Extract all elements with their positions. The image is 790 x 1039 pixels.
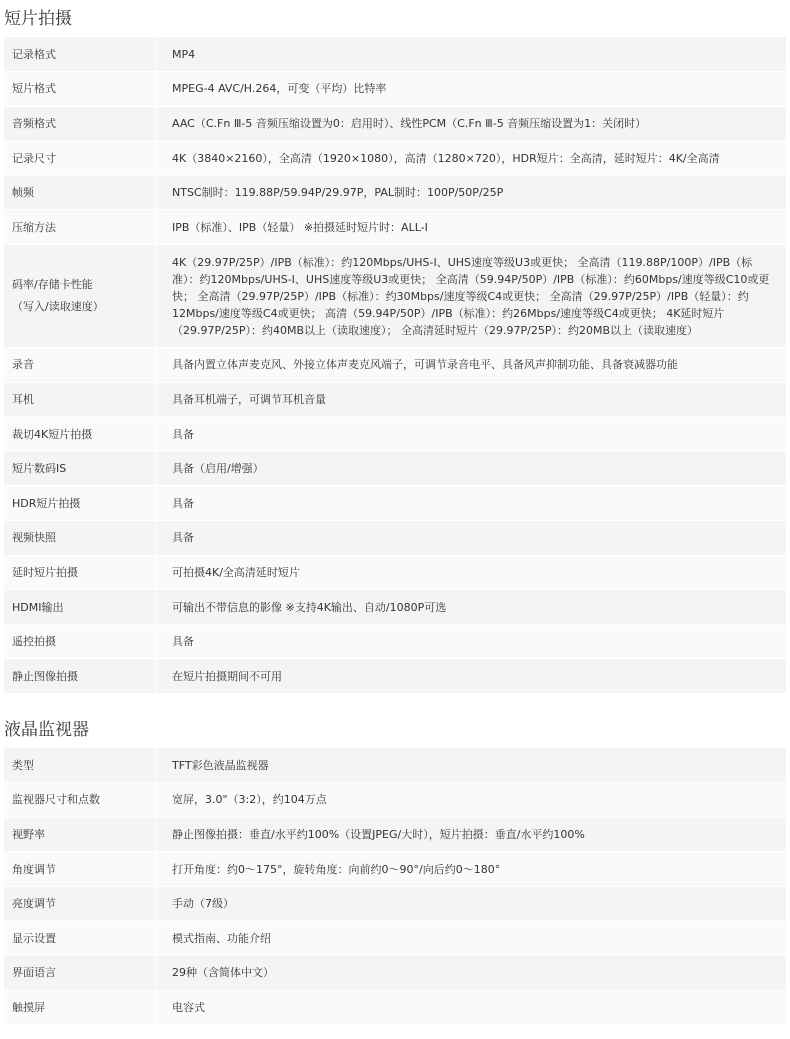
- spec-label: [4, 348, 157, 383]
- spec-value: 4K（29.97P/25P）/IPB（标准）：约120Mbps/UHS-I、UHS速度等级U3或更快； 全高清（119.88P/100P）/IPB（标准）：约120Mbps/UHS-I、UHS速度等级U3或更快； 全高清（59.94P/50P）/IPB（标准）：约60Mbps/速度等级C10或更快； 全高清（29.97P/25P）/IPB（标准）：约30Mbps/速度等级C4或更快； 全高清（29.97P/25P）/IPB（轻量）：约12Mbps/速度等级C4或更快； 高清（59.94P/50P）/IPB（标准）：约26Mbps/速度等级C4或更快； 4K延时短片（29.97P/25P）：约40MB以上（读取速度）； 全高清延时短片（29.97P/25P）：约20MB以上（读取速度）: [157, 245, 787, 348]
- spec-value: 可拍摄4K/全高清延时短片: [157, 555, 787, 590]
- spec-label-line: 音频格式: [12, 116, 56, 130]
- spec-label-line: 监视器尺寸和点数: [12, 793, 100, 807]
- spec-label-line: 记录尺寸: [12, 151, 56, 165]
- spec-value: 4K（3840×2160），全高清（1920×1080），高清（1280×720），HDR短片：全高清，延时短片：4K/全高清: [157, 141, 787, 176]
- spec-label: [4, 106, 157, 141]
- spec-label-line: 录音: [12, 358, 34, 372]
- spec-label-line: 短片数码IS: [12, 462, 67, 476]
- spec-row: [4, 783, 786, 818]
- spec-label-line: 压缩方法: [12, 220, 56, 234]
- spec-value: 具备: [157, 486, 787, 521]
- spec-row: [4, 37, 786, 72]
- spec-row: [4, 451, 786, 486]
- spec-value: 电容式: [157, 990, 787, 1025]
- spec-value: 29种（含简体中文）: [157, 956, 787, 991]
- spec-label: [4, 624, 157, 659]
- spec-table-movie: [4, 37, 786, 694]
- spec-label: [4, 451, 157, 486]
- spec-row: [4, 245, 786, 348]
- spec-label-line: 码率/存储卡性能: [12, 278, 93, 292]
- spec-label-line: 角度调节: [12, 862, 56, 876]
- spec-label-line: HDMI输出: [12, 600, 64, 614]
- spec-label-line: （写入/读取速度）: [12, 300, 104, 314]
- spec-label-line: 显示设置: [12, 931, 56, 945]
- spec-label: [4, 141, 157, 176]
- spec-label: [4, 417, 157, 452]
- spec-label-line: 触摸屏: [12, 1000, 45, 1014]
- spec-value: 可输出不带信息的影像 ※支持4K输出、自动/1080P可选: [157, 590, 787, 625]
- spec-label-line: 裁切4K短片拍摄: [12, 427, 93, 441]
- spec-row: [4, 555, 786, 590]
- spec-row: [4, 486, 786, 521]
- spec-label: [4, 555, 157, 590]
- spec-table-lcd: [4, 748, 786, 1025]
- spec-value: 宽屏，3.0"（3:2），约104万点: [157, 783, 787, 818]
- spec-row: [4, 106, 786, 141]
- spec-value: 模式指南、功能介绍: [157, 921, 787, 956]
- spec-value: 静止图像拍摄：垂直/水平约100%（设置JPEG/大时），短片拍摄：垂直/水平约100%: [157, 817, 787, 852]
- spec-label: [4, 921, 157, 956]
- spec-label-line: 类型: [12, 758, 34, 772]
- spec-row: [4, 852, 786, 887]
- spec-label: [4, 486, 157, 521]
- spec-label: [4, 175, 157, 210]
- spec-label: [4, 748, 157, 783]
- spec-label: [4, 817, 157, 852]
- spec-label-line: 记录格式: [12, 47, 56, 61]
- spec-row: [4, 521, 786, 556]
- spec-value: 具备: [157, 417, 787, 452]
- spec-label: [4, 37, 157, 72]
- spec-value: 打开角度：约0～175°，旋转角度：向前约0～90°/向后约0～180°: [157, 852, 787, 887]
- spec-row: [4, 886, 786, 921]
- spec-value: TFT彩色液晶监视器: [157, 748, 787, 783]
- spec-label: [4, 210, 157, 245]
- spec-value: 具备耳机端子，可调节耳机音量: [157, 382, 787, 417]
- spec-row: [4, 956, 786, 991]
- spec-label: [4, 659, 157, 694]
- spec-value: MP4: [157, 37, 787, 72]
- spec-value: AAC（C.Fn Ⅲ-5 音频压缩设置为0：启用时）、线性PCM（C.Fn Ⅲ-5 音频压缩设置为1：关闭时）: [157, 106, 787, 141]
- spec-label-line: 延时短片拍摄: [12, 565, 78, 579]
- spec-row: [4, 382, 786, 417]
- spec-row: [4, 748, 786, 783]
- spec-value: 具备: [157, 624, 787, 659]
- spec-label-line: 亮度调节: [12, 897, 56, 911]
- spec-value: 具备内置立体声麦克风、外接立体声麦克风端子，可调节录音电平、具备风声抑制功能、具备衰减器功能: [157, 348, 787, 383]
- section-title-movie: 短片拍摄: [4, 9, 72, 29]
- spec-label: [4, 852, 157, 887]
- spec-label-line: 视频快照: [12, 531, 56, 545]
- spec-label: [4, 990, 157, 1025]
- spec-value: IPB（标准）、IPB（轻量） ※拍摄延时短片时：ALL-I: [157, 210, 787, 245]
- spec-label: [4, 783, 157, 818]
- section-title-lcd: 液晶监视器: [4, 720, 89, 740]
- spec-value: 手动（7级）: [157, 886, 787, 921]
- spec-label-line: 静止图像拍摄: [12, 669, 78, 683]
- spec-row: [4, 348, 786, 383]
- spec-row: [4, 990, 786, 1025]
- spec-label: [4, 245, 157, 348]
- spec-row: [4, 921, 786, 956]
- spec-value: 具备: [157, 521, 787, 556]
- spec-label: [4, 521, 157, 556]
- spec-value: 在短片拍摄期间不可用: [157, 659, 787, 694]
- spec-label-line: 视野率: [12, 827, 45, 841]
- spec-row: [4, 817, 786, 852]
- spec-label: [4, 956, 157, 991]
- spec-row: [4, 210, 786, 245]
- spec-value: 具备（启用/增强）: [157, 451, 787, 486]
- spec-label: [4, 72, 157, 107]
- spec-label-line: HDR短片拍摄: [12, 496, 81, 510]
- spec-label-line: 耳机: [12, 392, 34, 406]
- spec-label-line: 遥控拍摄: [12, 635, 56, 649]
- spec-row: [4, 175, 786, 210]
- spec-row: [4, 624, 786, 659]
- spec-label: [4, 382, 157, 417]
- spec-row: [4, 590, 786, 625]
- spec-label-line: 界面语言: [12, 966, 56, 980]
- spec-row: [4, 659, 786, 694]
- spec-label-line: 帧频: [12, 186, 34, 200]
- spec-label: [4, 590, 157, 625]
- spec-label-line: 短片格式: [12, 82, 56, 96]
- spec-row: [4, 72, 786, 107]
- spec-value: NTSC制时：119.88P/59.94P/29.97P，PAL制时：100P/50P/25P: [157, 175, 787, 210]
- spec-value: MPEG-4 AVC/H.264，可变（平均）比特率: [157, 72, 787, 107]
- spec-row: [4, 417, 786, 452]
- spec-row: [4, 141, 786, 176]
- spec-label: [4, 886, 157, 921]
